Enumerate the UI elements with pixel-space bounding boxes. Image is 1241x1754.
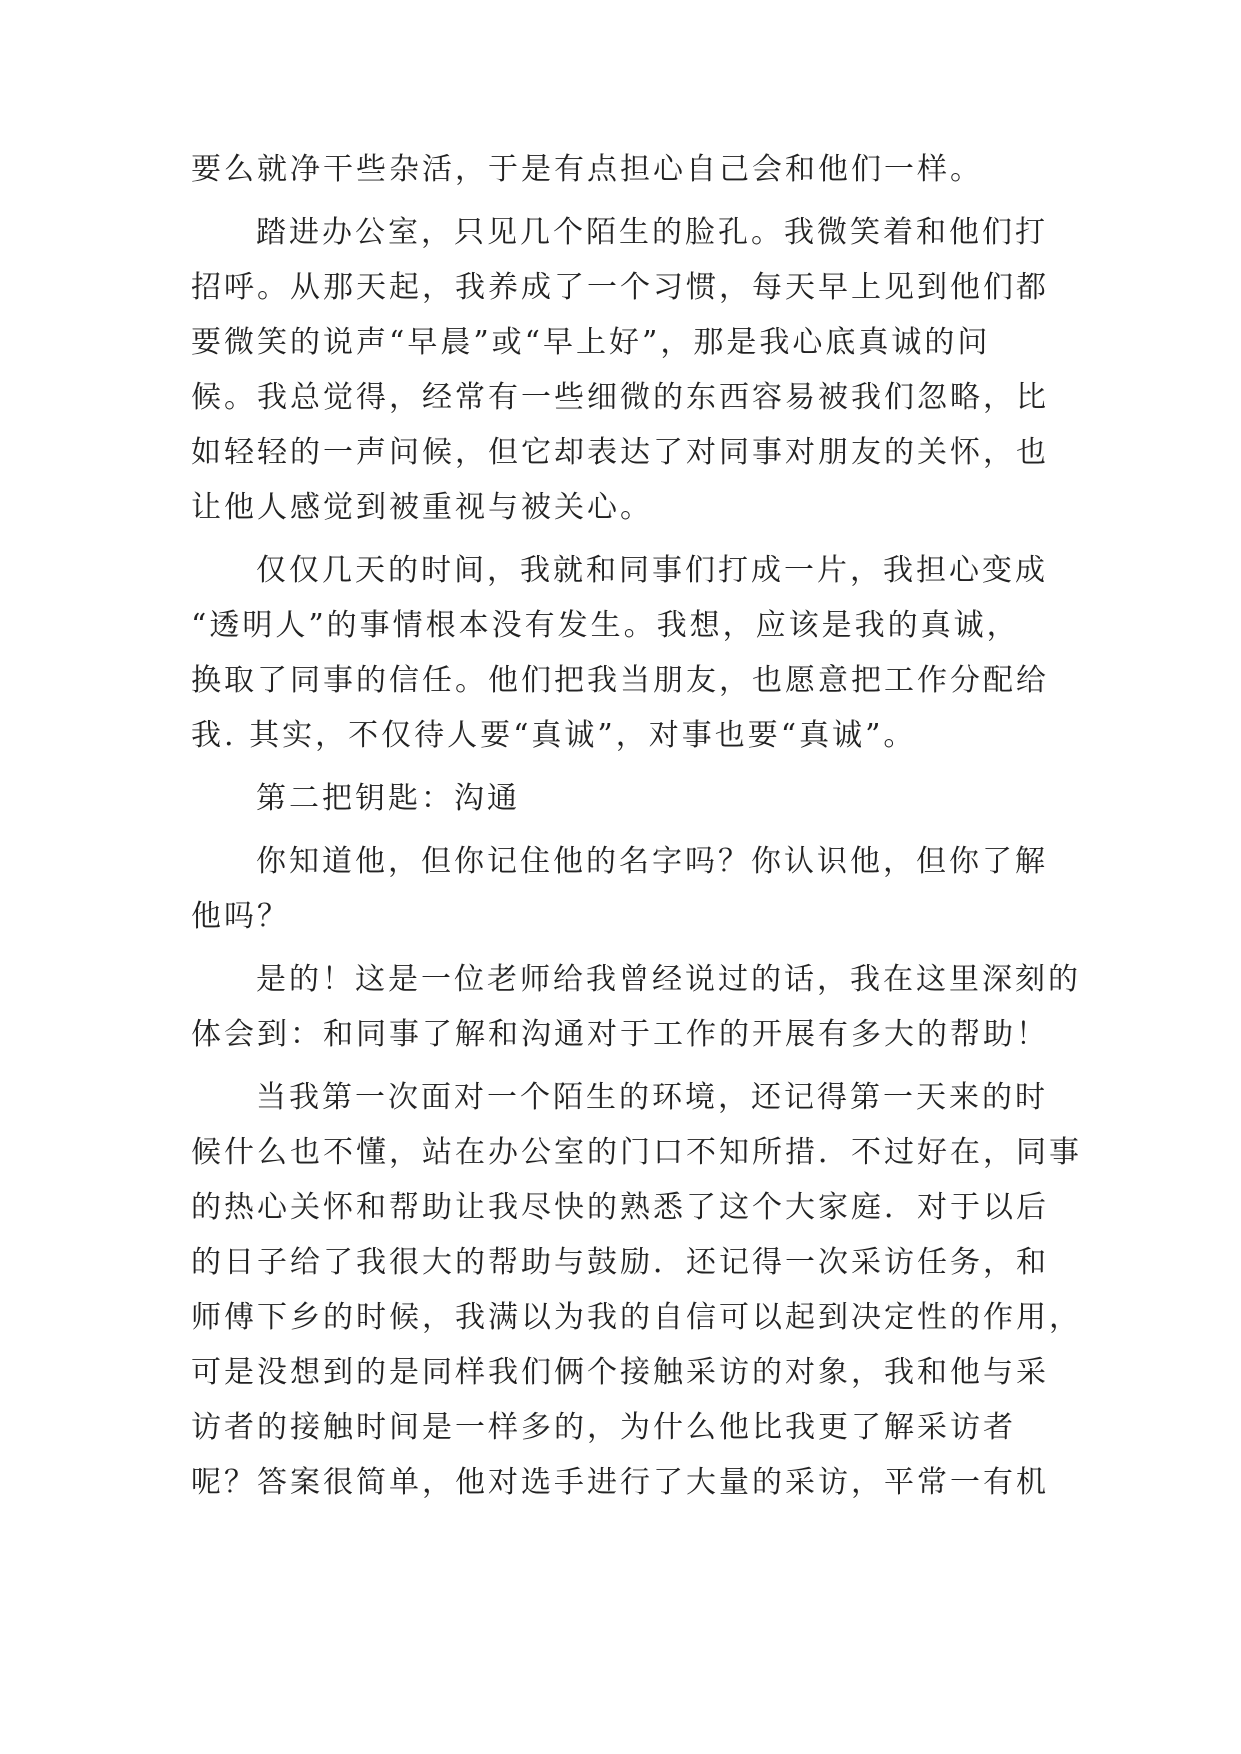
text-line: 他吗？ — [191, 899, 290, 934]
text-line: 要么就净干些杂活，于是有点担心自己会和他们一样。 — [191, 152, 983, 187]
text-line: 你知道他，但你记住他的名字吗？你认识他，但你了解 — [256, 844, 1048, 879]
text-line: 的日子给了我很大的帮助与鼓励．还记得一次采访任务，和 — [191, 1245, 1049, 1280]
text-line: 如轻轻的一声问候，但它却表达了对同事对朋友的关怀，也 — [191, 435, 1049, 470]
text-line: 体会到：和同事了解和沟通对于工作的开展有多大的帮助！ — [191, 1017, 1049, 1052]
text-line: 可是没想到的是同样我们俩个接触采访的对象，我和他与采 — [191, 1355, 1049, 1390]
section-heading: 第二把钥匙：沟通 — [256, 781, 520, 816]
text-line: 当我第一次面对一个陌生的环境，还记得第一天来的时 — [256, 1080, 1048, 1115]
text-line: 招呼。从那天起，我养成了一个习惯，每天早上见到他们都 — [191, 270, 1049, 305]
text-line: 踏进办公室，只见几个陌生的脸孔。我微笑着和他们打 — [256, 215, 1048, 250]
text-line: 访者的接触时间是一样多的，为什么他比我更了解采访者 — [191, 1410, 1016, 1445]
text-line: 仅仅几天的时间，我就和同事们打成一片，我担心变成 — [256, 553, 1048, 588]
text-line: 我. 其实，不仅待人要“真诚”，对事也要“真诚”。 — [191, 718, 917, 753]
text-line: 是的！这是一位老师给我曾经说过的话，我在这里深刻的 — [256, 962, 1081, 997]
text-line: 的热心关怀和帮助让我尽快的熟悉了这个大家庭．对于以后 — [191, 1190, 1049, 1225]
text-line: 换取了同事的信任。他们把我当朋友，也愿意把工作分配给 — [191, 663, 1049, 698]
text-line: 师傅下乡的时候，我满以为我的自信可以起到决定性的作用， — [191, 1300, 1082, 1335]
text-line: 候。我总觉得，经常有一些细微的东西容易被我们忽略，比 — [191, 380, 1049, 415]
text-line: “透明人”的事情根本没有发生。我想，应该是我的真诚， — [191, 608, 1020, 643]
text-line: 要微笑的说声“早晨”或“早上好”，那是我心底真诚的问 — [191, 325, 991, 360]
text-line: 候什么也不懂，站在办公室的门口不知所措．不过好在，同事 — [191, 1135, 1082, 1170]
text-line: 让他人感觉到被重视与被关心。 — [191, 490, 653, 525]
text-line: 呢？答案很简单，他对选手进行了大量的采访，平常一有机 — [191, 1465, 1049, 1500]
